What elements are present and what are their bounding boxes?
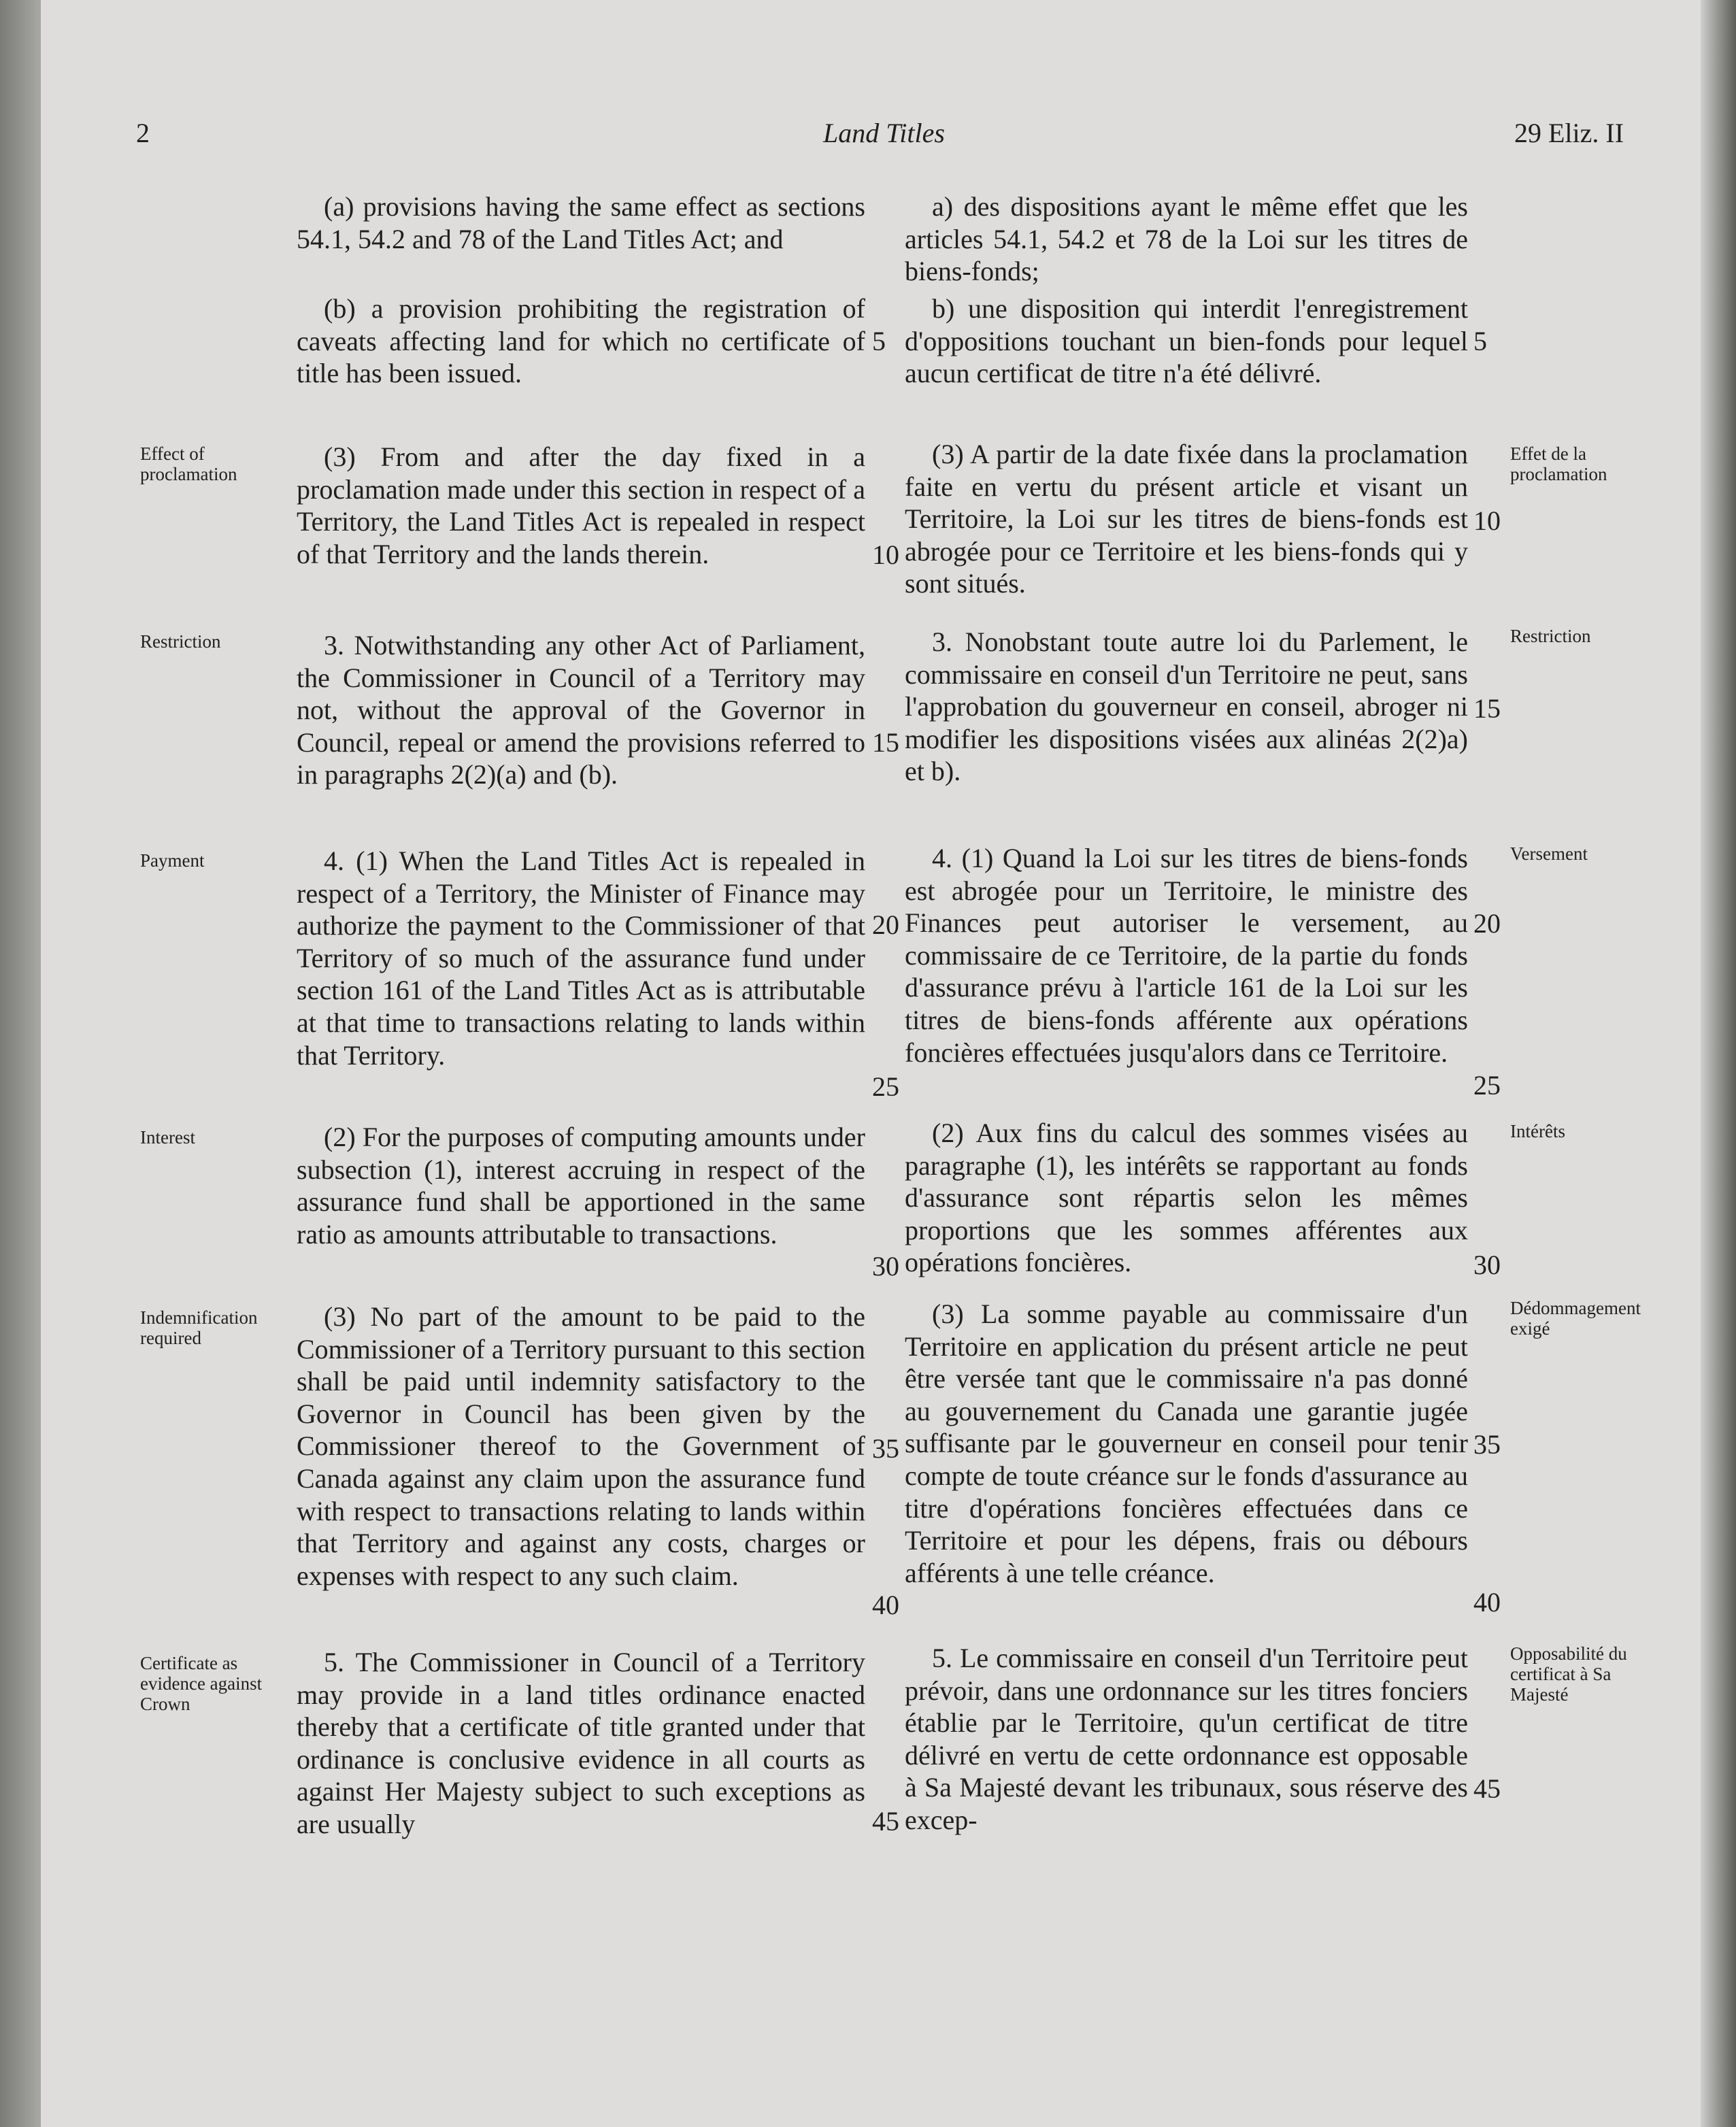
margin-note-payment: Payment [140,850,205,871]
line-number: 25 [872,1071,899,1102]
en-section-3: 3. Notwithstanding any other Act of Parliament, the Commissioner in Council of a Territory may not, without the approval of the Governor in Council, repeal or amend the provisions referred to in paragraphs 2(2)(a) and (b). [297,630,865,790]
line-number: 10 [872,539,899,570]
line-number: 45 [872,1806,899,1837]
line-number: 35 [1473,1429,1501,1460]
line-number: 45 [1473,1773,1501,1804]
margin-note-effet-proclamation: Effet de la proclamation [1510,443,1607,484]
fr-section-4-1: 4. (1) Quand la Loi sur les titres de biens-fonds est abrogée pour un Territoire, le ministre des Finances peut autoriser le versement, au commissaire de ce Territoire, de la partie du fonds d'assurance prévu à l'article 161 de la Loi sur les titres de biens-fonds afférente aux opérations foncières effectuées jusqu'alors dans ce Territoire. [905,843,1468,1068]
line-number: 5 [872,326,886,356]
en-section-4-3: (3) No part of the amount to be paid to the Commissioner of a Territory pursuant to this section shall be paid until indemnity satisfactory to the Governor in Council has been given by the Commissioner thereof to the Government of Canada against any claim upon the assurance fund with respect to transactions relating to lands within that Territory and against any costs, charges or expenses with respect to any such claim. [297,1301,865,1591]
page-shadow-left [0,0,41,2127]
en-section-5: 5. The Commissioner in Council of a Territory may provide in a land titles ordinance enacted thereby that a certificate of title granted under that ordinance is conclusive evidence in all courts as against Her Majesty subject to such exceptions as are usually [297,1647,865,1839]
en-para-2b: (b) a provision prohibiting the registration of caveats affecting land for which no certificate of title has been issued. [297,293,865,389]
line-number: 20 [1473,908,1501,939]
line-number: 35 [872,1433,899,1464]
line-number: 25 [1473,1070,1501,1101]
page-number: 2 [136,118,150,148]
line-number: 15 [872,727,899,758]
regnal-year: 29 Eliz. II [1514,118,1624,148]
fr-para-2b: b) une disposition qui interdit l'enregistrement d'oppositions touchant un bien-fonds pour lequel aucun certificat de titre n'a été délivré. [905,293,1468,389]
line-number: 10 [1473,505,1501,536]
margin-note-certificate-evidence: Certificate as evidence against Crown [140,1653,263,1714]
en-para-2-3: (3) From and after the day fixed in a proclamation made under this section in respect of a Territory, the Land Titles Act is repealed in respect of that Territory and the lands therein. [297,441,865,569]
margin-note-interets: Intérêts [1510,1121,1565,1141]
line-number: 40 [1473,1587,1501,1618]
line-number: 15 [1473,693,1501,724]
running-title: Land Titles [823,118,945,148]
fr-section-5: 5. Le commissaire en conseil d'un Territoire peut prévoir, dans une ordonnance sur les titres fonciers établie par le Territoire, qu'un certificat de titre délivré en vertu de cette ordonnance est opposable à Sa Majesté devant les tribunaux, sous réserve des excep- [905,1643,1468,1835]
margin-note-interest: Interest [140,1127,195,1148]
en-para-2a: (a) provisions having the same effect as sections 54.1, 54.2 and 78 of the Land Titles Act; and [297,191,865,254]
fr-para-2-3: (3) A partir de la date fixée dans la proclamation faite en vertu du présent article et visant un Territoire, la Loi sur les titres de biens-fonds est abrogée pour ce Territoire et les biens-fonds qui y sont situés. [905,439,1468,599]
line-number: 30 [872,1251,899,1282]
margin-note-restriction-fr: Restriction [1510,626,1591,646]
en-section-4-2: (2) For the purposes of computing amounts under subsection (1), interest accruing in respect of the assurance fund shall be apportioned in the same ratio as amounts attributable to transactions. [297,1122,865,1250]
line-number: 30 [1473,1250,1501,1280]
line-number: 40 [872,1590,899,1620]
fr-section-4-3: (3) La somme payable au commissaire d'un Territoire en application du présent article ne peut être versée tant que le commissaire n'a pas donné au gouvernement du Canada une garantie jugée suffisante par le gouverneur en conseil pour tenir compte de toute créance sur le fonds d'assurance au titre d'opérations foncières effectuées dans ce Territoire et pour les dépens, frais ou débours afférents à une telle créance. [905,1299,1468,1588]
book-spine [1701,0,1736,2127]
margin-note-versement: Versement [1510,843,1588,864]
fr-para-2a: a) des dispositions ayant le même effet que les articles 54.1, 54.2 et 78 de la Loi sur les titres de biens-fonds; [905,191,1468,287]
fr-section-3: 3. Nonobstant toute autre loi du Parlement, le commissaire en conseil d'un Territoire ne peut, sans l'approbation du gouverneur en conseil, abroger ni modifier les dispositions visées aux alinéas 2(2)a) et b). [905,626,1468,787]
margin-note-indemnification: Indemnification required [140,1307,258,1348]
line-number: 20 [872,909,899,940]
margin-note-opposabilite: Opposabilité du certificat à Sa Majesté [1510,1643,1627,1705]
margin-note-restriction: Restriction [140,631,221,652]
line-number: 5 [1473,326,1487,356]
fr-section-4-2: (2) Aux fins du calcul des sommes visées au paragraphe (1), les intérêts se rapportant au fonds d'assurance sont répartis selon les mêmes proportions que les sommes afférentes aux opérations foncières. [905,1118,1468,1278]
en-section-4-1: 4. (1) When the Land Titles Act is repealed in respect of a Territory, the Minister of Finance may authorize the payment to the Commissioner of that Territory of so much of the assurance fund under section 161 of the Land Titles Act as is attributable at that time to transactions relating to lands within that Territory. [297,845,865,1071]
margin-note-effect-of-proclamation: Effect of proclamation [140,443,237,484]
margin-note-dedommagement: Dédommagement exigé [1510,1298,1641,1339]
